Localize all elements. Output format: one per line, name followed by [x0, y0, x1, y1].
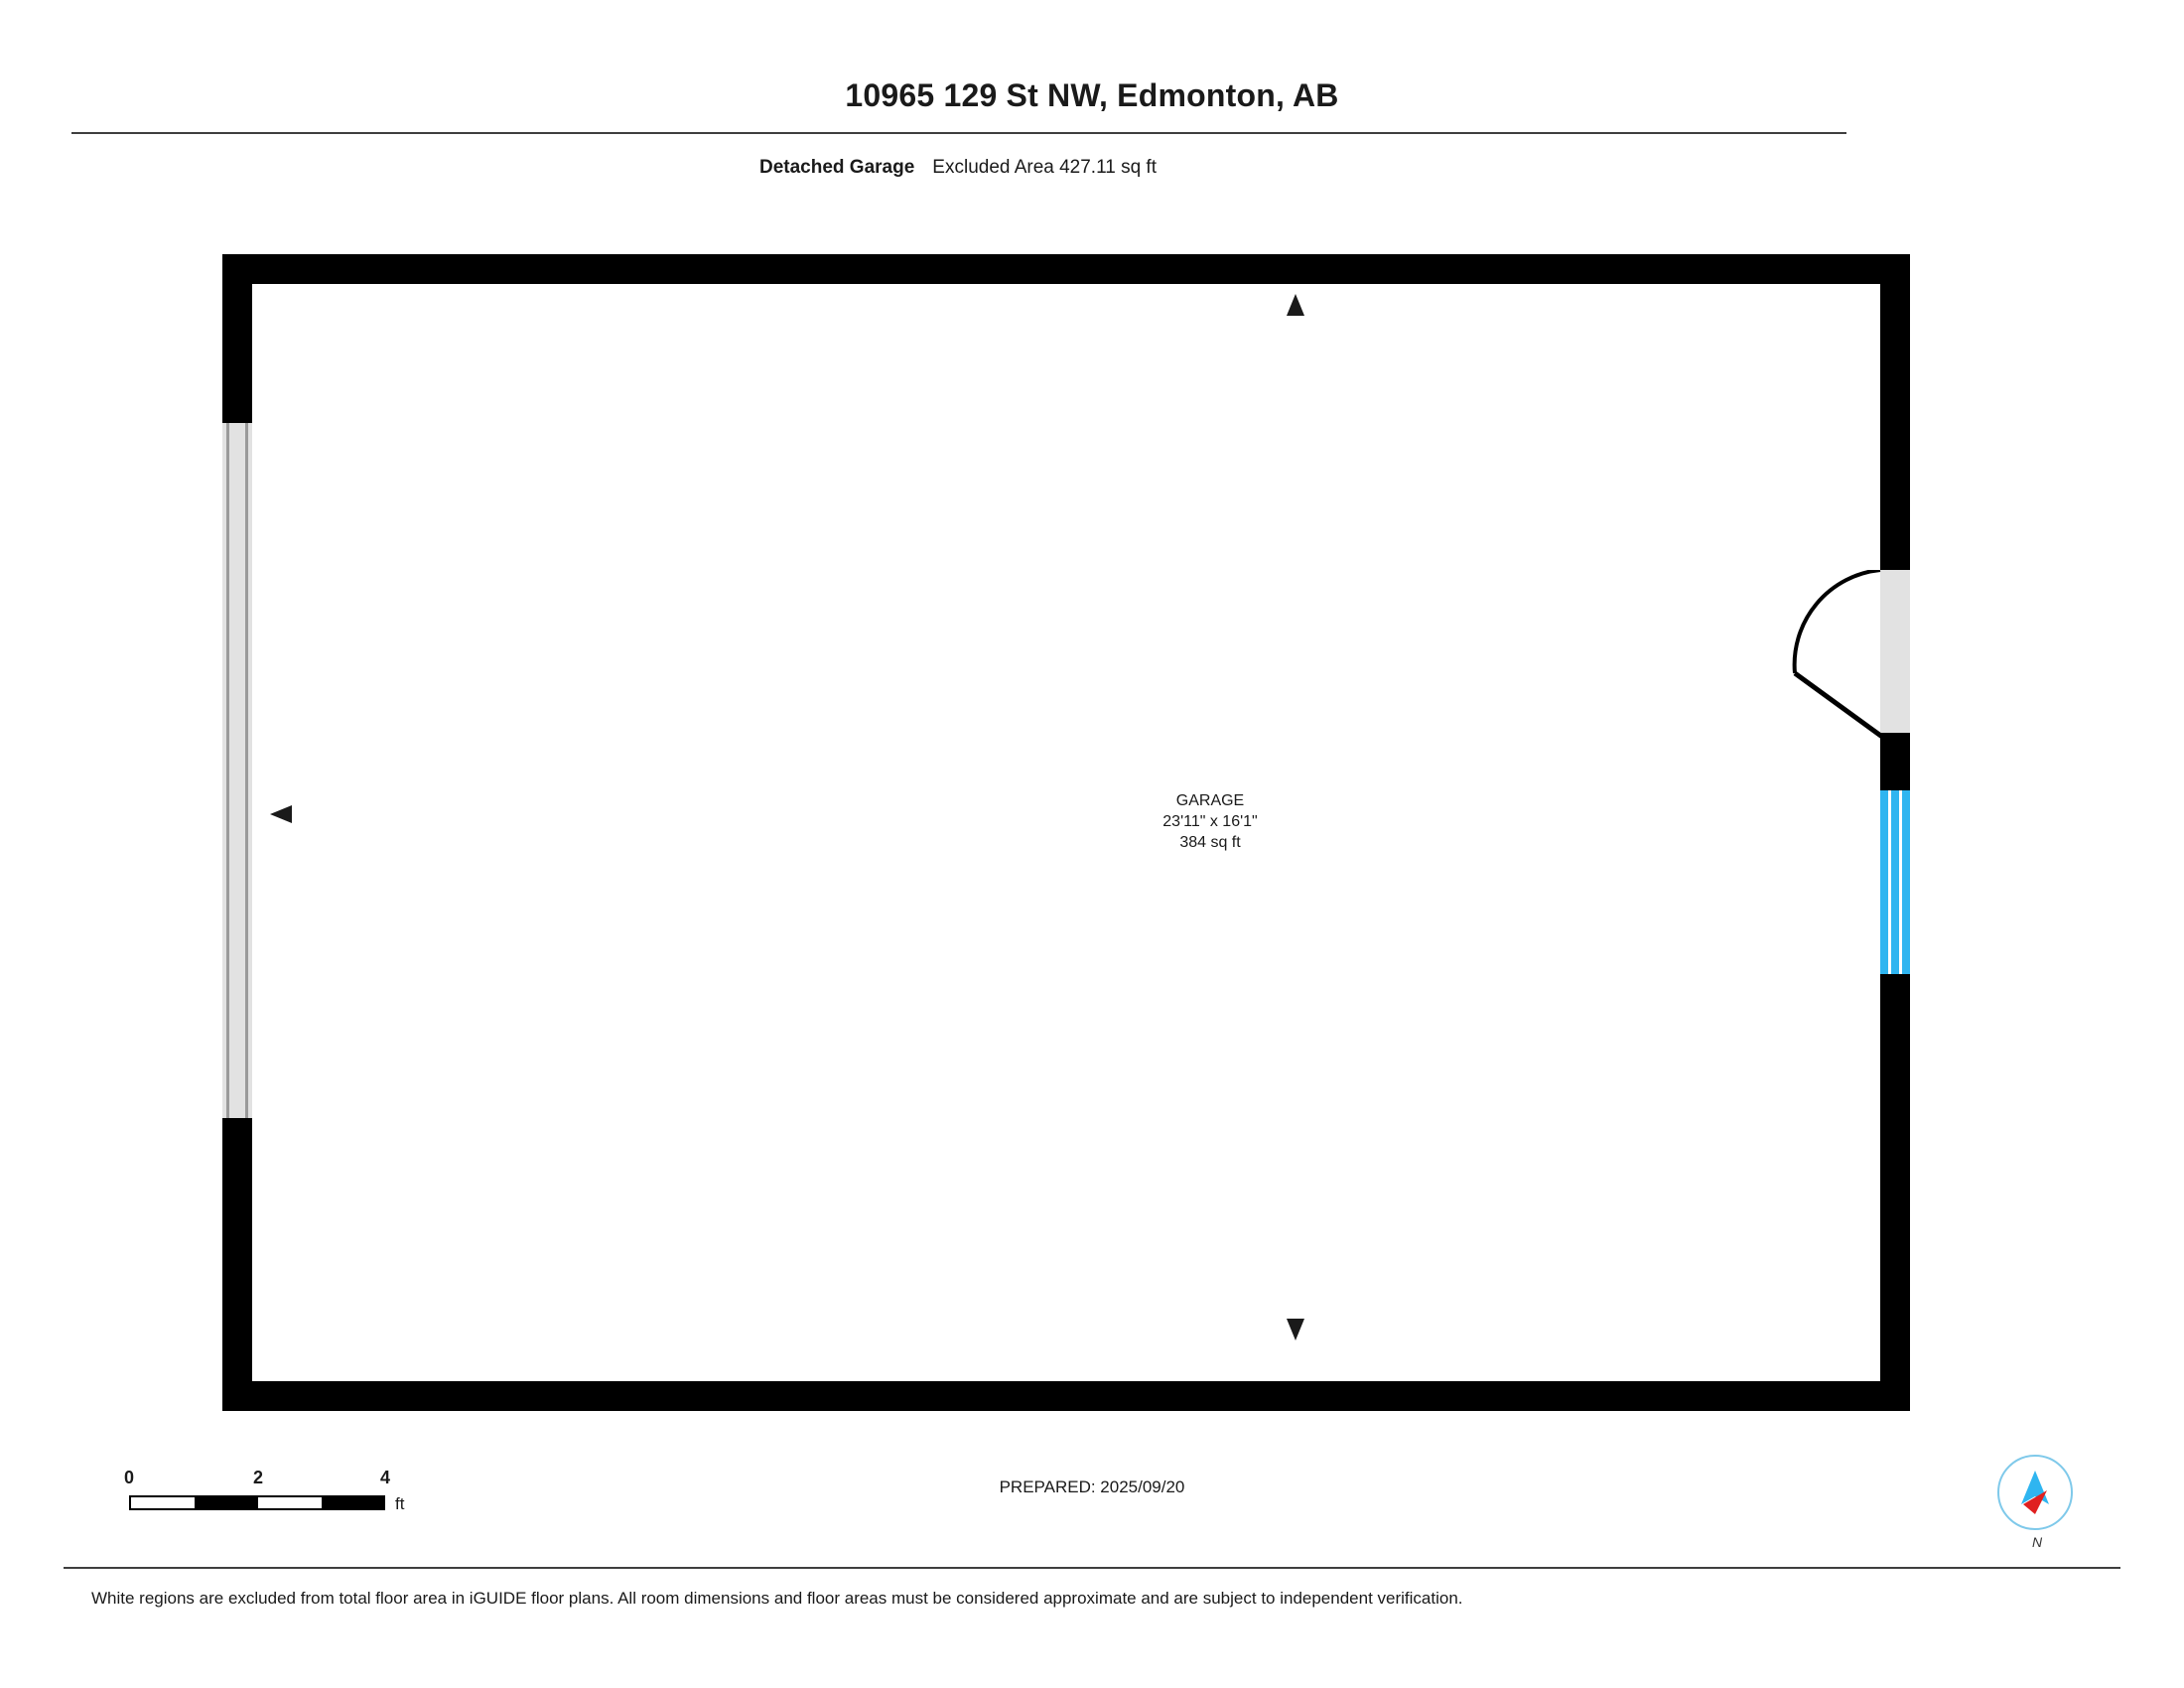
scale-bar-graphic	[129, 1495, 385, 1510]
title-divider	[71, 132, 1846, 134]
wall-top	[222, 254, 1910, 284]
footer-disclaimer: White regions are excluded from total floor area in iGUIDE floor plans. All room dimensions and floor areas must be considered approximate and are subject to independent verification.	[91, 1589, 1463, 1608]
floorplan-canvas	[222, 254, 1910, 1411]
compass-needle-icon	[1997, 1455, 2073, 1530]
footer-divider	[64, 1567, 2120, 1569]
garage-door-opening	[222, 423, 252, 1118]
scale-unit: ft	[395, 1494, 405, 1513]
page-title: 10965 129 St NW, Edmonton, AB	[845, 77, 1339, 113]
scale-segment-2	[322, 1497, 383, 1508]
entry-door-opening	[1880, 570, 1910, 733]
scale-tick-0: 0	[123, 1468, 135, 1487]
camera-direction-arrow-up-icon	[1287, 294, 1304, 316]
window	[1880, 790, 1910, 974]
prepared-date: PREPARED: 2025/09/20	[999, 1477, 1185, 1496]
room-label	[1071, 790, 1349, 853]
room-area: 384 sq ft	[1179, 834, 1241, 851]
garage-interior-fill	[252, 284, 1880, 1381]
scale-segment-1	[195, 1497, 258, 1508]
camera-direction-arrow-left-icon	[270, 805, 292, 823]
room-name: GARAGE	[1175, 792, 1245, 809]
scale-tick-1: 2	[252, 1468, 264, 1487]
level-name: Detached Garage	[759, 157, 915, 178]
wall-bottom	[222, 1381, 1910, 1411]
level-summary	[0, 157, 1916, 179]
scale-bar	[119, 1468, 407, 1527]
scale-tick-2: 4	[379, 1468, 391, 1487]
room-dimensions: 23'11" x 16'1"	[1162, 813, 1258, 830]
camera-direction-arrow-down-icon	[1287, 1319, 1304, 1340]
compass	[1997, 1455, 2077, 1550]
excluded-area: Excluded Area 427.11 sq ft	[932, 157, 1157, 178]
compass-north-label: N	[2031, 1534, 2043, 1550]
